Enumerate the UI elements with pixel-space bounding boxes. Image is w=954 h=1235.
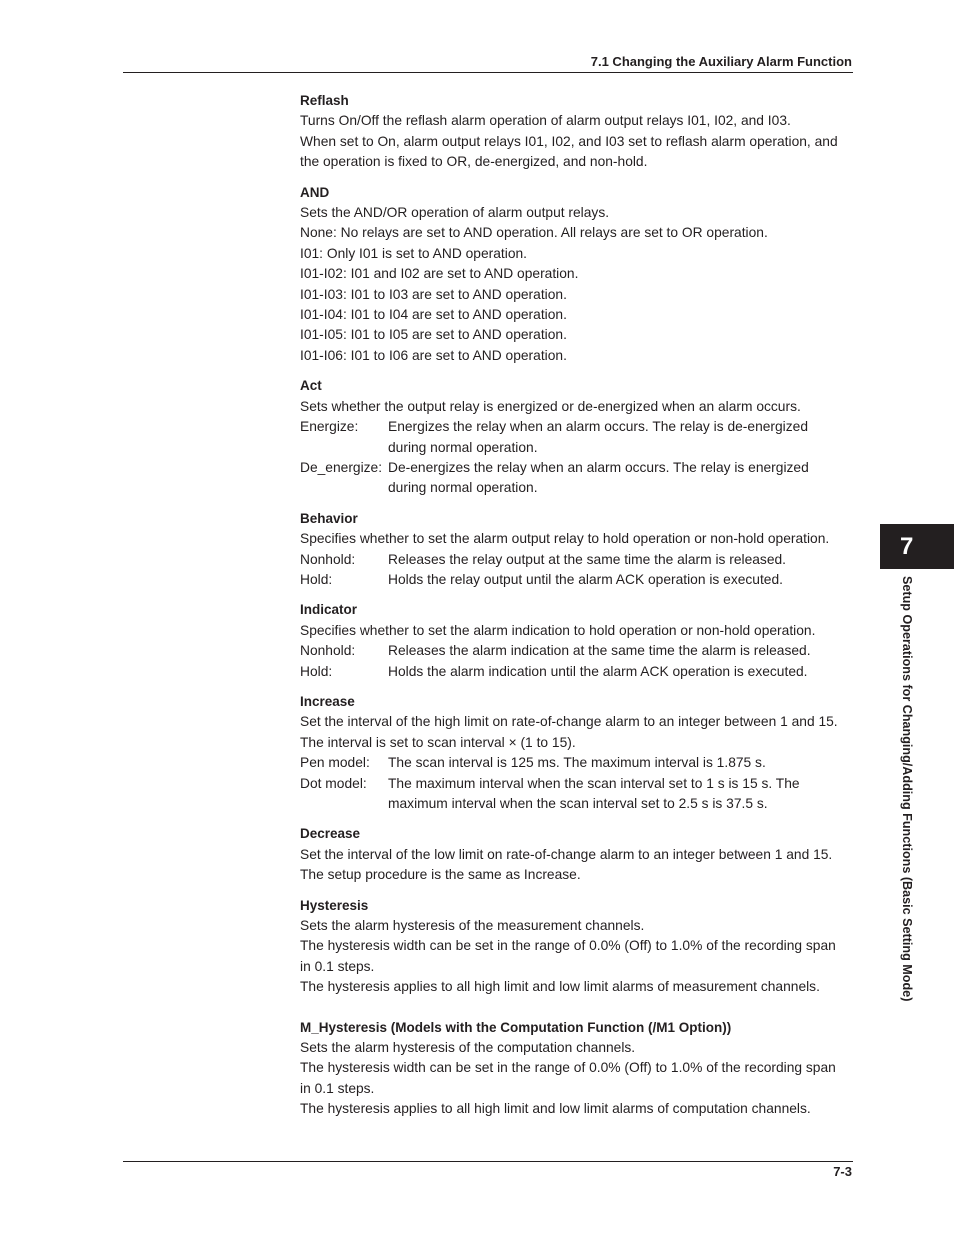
text-line: Holds the alarm indication until the alarm ACK operation is executed. — [388, 663, 808, 679]
definition-term: Hold: — [300, 571, 333, 587]
section-title-reflash: Reflash — [300, 93, 349, 108]
section-title-behavior: Behavior — [300, 510, 358, 526]
text-line: The hysteresis applies to all high limit and low limit alarms of measurement channels. — [300, 979, 820, 995]
definition-row — [300, 662, 852, 682]
section-title-increase: Increase — [300, 693, 355, 709]
section-indicator — [300, 600, 852, 682]
text-line: Releases the relay output at the same time the alarm is released. — [388, 551, 787, 567]
definition-row — [300, 550, 852, 570]
definition-row — [300, 774, 852, 815]
text-line: Turns On/Off the reflash alarm operation of alarm output relays I01, I02, and I03. — [300, 113, 791, 129]
section-behavior — [300, 509, 852, 591]
text-line: The interval is set to scan interval × (1 to 15). — [300, 734, 576, 750]
definition-row — [300, 570, 852, 590]
text-line: The hysteresis width can be set in the range of 0.0% (Off) to 1.0% of the recording span — [300, 938, 836, 954]
definition-term: De_energize: — [300, 459, 383, 475]
text-line: Energizes the relay when an alarm occurs. The relay is de-energized — [388, 419, 808, 435]
section-and — [300, 183, 852, 367]
definition-row — [300, 417, 852, 458]
text-line: the operation is fixed to OR, de-energized, and non-hold. — [300, 154, 648, 170]
text-line: I01: Only I01 is set to AND operation. — [300, 245, 528, 261]
definition-description — [388, 417, 852, 458]
definition-term: Hold: — [300, 663, 333, 679]
section-title-hysteresis: Hysteresis — [300, 897, 369, 913]
text-line: When set to On, alarm output relays I01, I02, and I03 set to reflash alarm operation, and — [300, 133, 838, 149]
running-header-title: 7.1 Changing the Auxiliary Alarm Function — [590, 54, 852, 69]
text-line: during normal operation. — [388, 439, 538, 455]
text-line: I01-I03: I01 to I03 are set to AND operation. — [300, 286, 567, 302]
text-line: Set the interval of the low limit on rate-of-change alarm to an integer between 1 and 15. — [300, 846, 833, 862]
definition-row — [300, 458, 852, 499]
section-act — [300, 376, 852, 498]
definition-description — [388, 550, 852, 570]
section-hysteresis — [300, 896, 852, 998]
text-line: Releases the alarm indication at the same time the alarm is released. — [388, 643, 811, 659]
text-line: Sets the alarm hysteresis of the computation channels. — [300, 1040, 636, 1056]
definition-row — [300, 641, 852, 661]
text-line: None: No relays are set to AND operation. All relays are set to OR operation. — [300, 225, 768, 241]
section-title-and: AND — [300, 184, 330, 200]
section-title-indicator: Indicator — [300, 602, 358, 618]
chapter-number-tab: 7 — [880, 524, 954, 569]
text-line: in 0.1 steps. — [300, 1080, 375, 1096]
text-line: I01-I02: I01 and I02 are set to AND operation. — [300, 266, 579, 282]
definition-row — [300, 753, 852, 773]
definition-description — [388, 774, 852, 815]
text-line: Holds the relay output until the alarm ACK operation is executed. — [388, 571, 783, 587]
text-line: in 0.1 steps. — [300, 958, 375, 974]
definition-term: Nonhold: — [300, 643, 356, 659]
text-line: The hysteresis width can be set in the range of 0.0% (Off) to 1.0% of the recording span — [300, 1060, 836, 1076]
page-number: 7-3 — [833, 1164, 852, 1179]
footer-divider — [123, 1161, 853, 1162]
text-line: The maximum interval when the scan interval set to 1 s is 15 s. The — [388, 775, 800, 791]
text-line: I01-I06: I01 to I06 are set to AND operation. — [300, 347, 567, 363]
definition-term: Energize: — [300, 419, 359, 435]
text-line: The hysteresis applies to all high limit and low limit alarms of computation channels. — [300, 1101, 811, 1117]
text-line: Sets the alarm hysteresis of the measurement channels. — [300, 918, 645, 934]
definition-description — [388, 662, 852, 682]
text-line: I01-I04: I01 to I04 are set to AND operation. — [300, 307, 567, 323]
text-line: Specifies whether to set the alarm indication to hold operation or non-hold operation. — [300, 622, 816, 638]
text-line: The scan interval is 125 ms. The maximum interval is 1.875 s. — [388, 755, 766, 771]
section-decrease — [300, 824, 852, 885]
definition-term: Pen model: — [300, 755, 370, 771]
definition-description — [388, 753, 852, 773]
definition-description — [388, 641, 852, 661]
chapter-side-title — [898, 576, 916, 1056]
definition-description — [388, 458, 852, 499]
text-line: Specifies whether to set the alarm output relay to hold operation or non-hold operation. — [300, 531, 830, 547]
section-reflash — [300, 91, 852, 173]
text-line: during normal operation. — [388, 480, 538, 496]
section-increase — [300, 692, 852, 814]
text-line: The setup procedure is the same as Increase. — [300, 867, 581, 883]
text-line: Set the interval of the high limit on rate-of-change alarm to an integer between 1 and 15. — [300, 714, 838, 730]
text-line: Sets whether the output relay is energized or de-energized when an alarm occurs. — [300, 398, 801, 414]
section-title-m-hysteresis: M_Hysteresis (Models with the Computation Function (/M1 Option)) — [300, 1019, 732, 1035]
text-line: maximum interval when the scan interval set to 2.5 s is 37.5 s. — [388, 796, 768, 811]
main-content — [300, 91, 852, 1130]
section-title-act: Act — [300, 378, 322, 394]
definition-term: Nonhold: — [300, 551, 356, 567]
header-divider — [123, 72, 853, 73]
definition-description — [388, 570, 852, 590]
chapter-side-title-text: Setup Operations for Changing/Adding Functions (Basic Setting Mode) — [900, 576, 914, 1002]
text-line: Sets the AND/OR operation of alarm output relays. — [300, 205, 610, 221]
text-line: I01-I05: I01 to I05 are set to AND operation. — [300, 327, 567, 343]
section-m-hysteresis — [300, 1018, 852, 1120]
text-line: De-energizes the relay when an alarm occurs. The relay is energized — [388, 459, 809, 475]
definition-term: Dot model: — [300, 775, 367, 791]
section-title-decrease: Decrease — [300, 826, 361, 842]
